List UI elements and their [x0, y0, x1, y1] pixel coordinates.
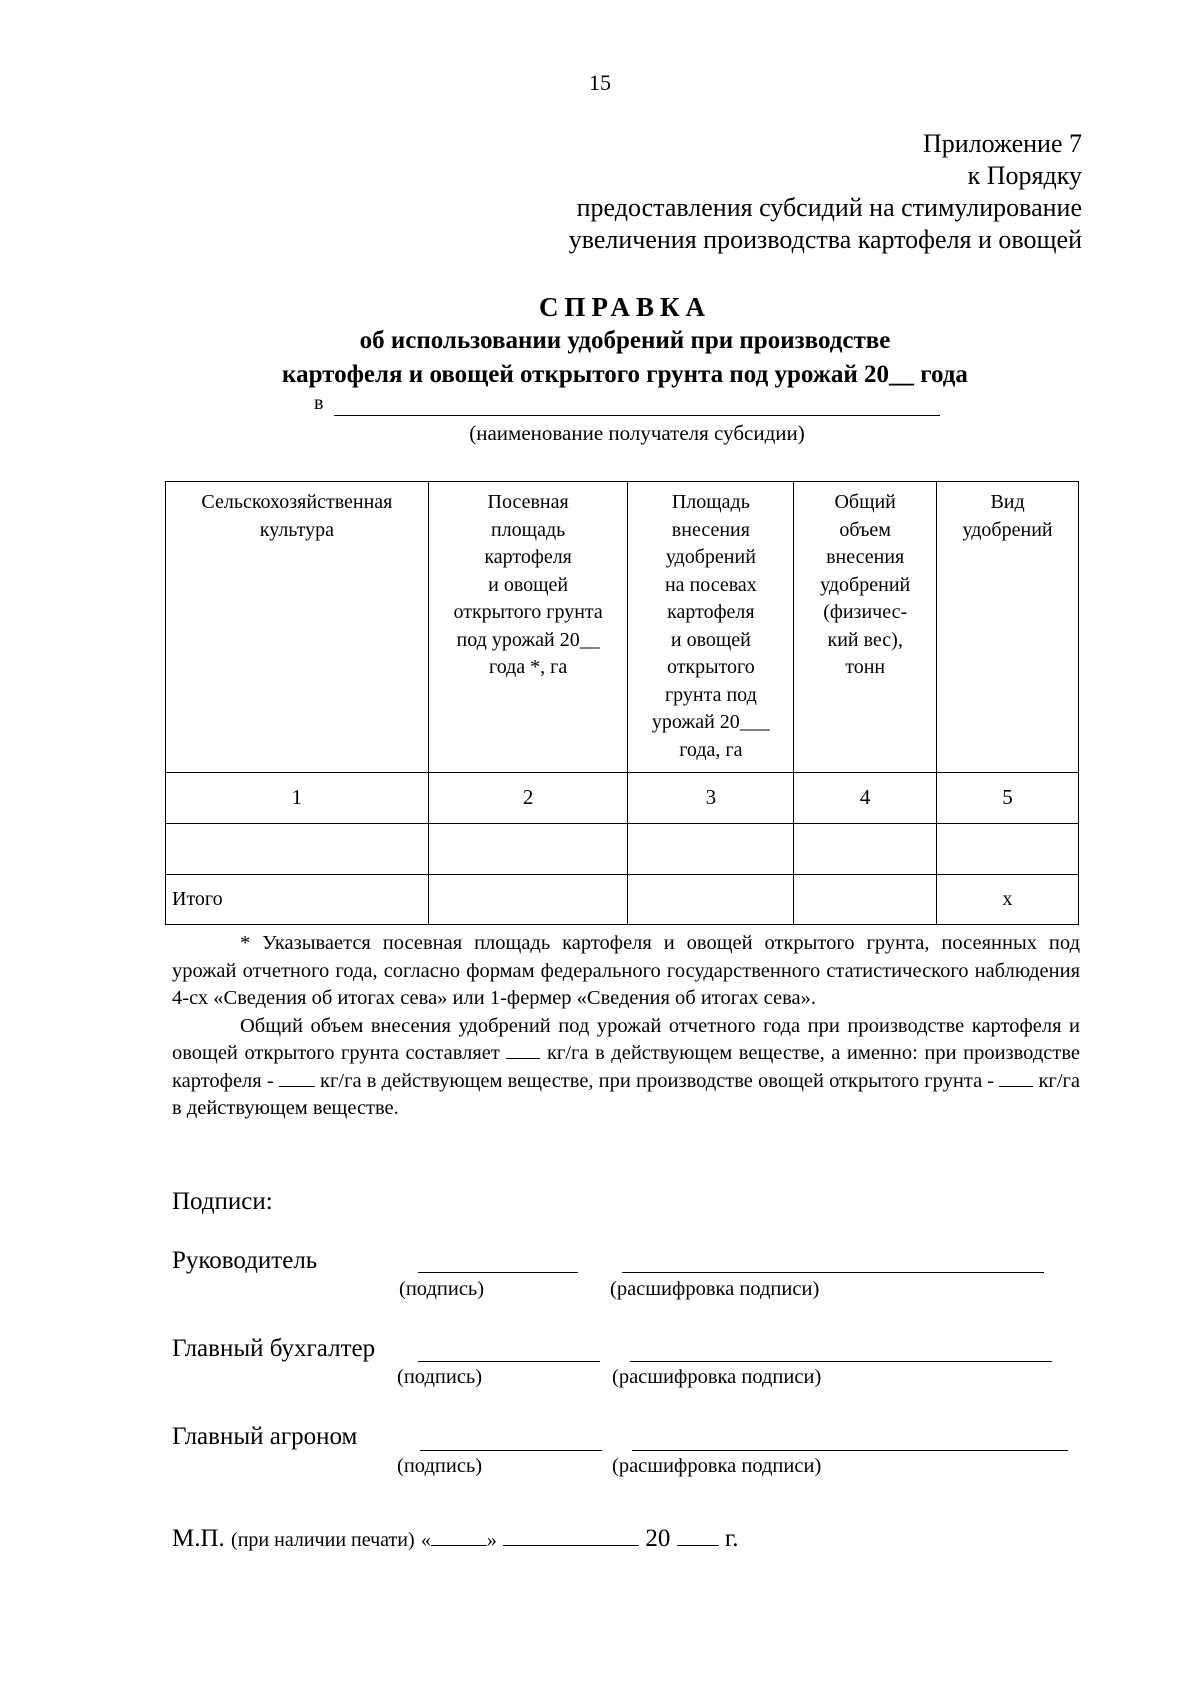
volume-paragraph [172, 1013, 1080, 1123]
recipient-prefix: в [314, 392, 324, 414]
appendix-line-3: предоставления субсидий на стимулирование [576, 193, 1082, 222]
total-row [166, 875, 1079, 925]
appendix-line-2: к Порядку [967, 161, 1082, 190]
appendix-line-4: увеличения производства картофеля и овощей [568, 225, 1082, 254]
day-field[interactable] [431, 1529, 487, 1546]
header-text: года, га [679, 738, 743, 761]
header-text: урожай 20___ [651, 711, 770, 733]
accountant-decode-field[interactable] [630, 1361, 1052, 1362]
header-total-volume [794, 482, 937, 773]
header-text: открытого грунта [453, 601, 603, 623]
header-fertilized-area [628, 482, 794, 773]
table-row [166, 824, 1079, 875]
header-text: кий вес), [827, 628, 903, 651]
year-prefix: 20 [645, 1525, 671, 1552]
total-fertilized-area-cell[interactable] [628, 875, 794, 925]
table-header-row [166, 482, 1079, 773]
total-volume-cell[interactable] [794, 824, 937, 875]
vegetables-kg-field[interactable] [999, 1070, 1033, 1087]
role-label-accountant: Главный бухгалтер [172, 1335, 376, 1362]
potato-kg-field[interactable] [279, 1070, 315, 1087]
month-field[interactable] [503, 1529, 639, 1546]
header-text: и овощей [670, 628, 751, 651]
header-text: под урожай 20__ [456, 628, 600, 651]
crop-cell[interactable] [166, 824, 429, 875]
header-text: объем [839, 518, 891, 541]
title-main: СПРАВКА [538, 292, 712, 322]
header-text: Общий [834, 491, 896, 513]
total-type-cell: х [937, 875, 1079, 925]
volume-text: кг/га в действующем веществе, при производстве овощей открытого грунта - [320, 1069, 995, 1092]
total-sown-area-cell[interactable] [428, 875, 628, 925]
agronomist-decode-field[interactable] [632, 1450, 1068, 1451]
header-text: Сельскохозяйственная [201, 491, 393, 513]
header-text: тонн [845, 656, 886, 678]
director-decode-field[interactable] [622, 1272, 1044, 1273]
open-quote: « [420, 1529, 431, 1551]
decode-caption: (расшифровка подписи) [612, 1455, 822, 1477]
header-text: площадь [491, 518, 566, 541]
header-text: удобрений [962, 518, 1053, 541]
fertilizer-table [165, 481, 1079, 925]
header-fertilizer-type [937, 482, 1079, 773]
header-text: удобрений [820, 573, 911, 596]
title-subtitle-1: об использовании удобрений при производстве [359, 327, 891, 354]
footnote: * Указывается посевная площадь картофеля и овощей открытого грунта, посеянных под урожай отчетного года, согласно формам федерального государственного статистического наблюдения 4-сх «Сведения об итогах сева» или 1-фермер «Сведения об итогах сева». [172, 932, 1080, 1009]
stamp-row [172, 1525, 739, 1553]
header-text: года *, га [489, 656, 568, 678]
agronomist-signature-field[interactable] [420, 1450, 602, 1451]
column-number: 5 [937, 773, 1079, 824]
recipient-name-field[interactable] [334, 415, 940, 416]
sown-area-cell[interactable] [428, 824, 628, 875]
page-number: 15 [589, 70, 611, 95]
notes-section [172, 930, 1080, 1123]
volume-text: кг/га в действующем веществе. [172, 1069, 1081, 1119]
column-number: 3 [628, 773, 794, 824]
header-text: Вид [990, 491, 1025, 513]
stamp-note: (при наличии печати) [231, 1529, 415, 1551]
role-label-director: Руководитель [172, 1247, 318, 1274]
header-crop [166, 482, 429, 773]
header-text: грунта под [664, 683, 757, 706]
signature-caption: (подпись) [397, 1455, 483, 1477]
volume-text: Общий объем внесения удобрений под урожай отчетного года при производстве картофеля и овощей открытого грунта составляет [172, 1014, 1080, 1064]
close-quote: » [486, 1529, 497, 1551]
appendix-line-1: Приложение 7 [922, 129, 1082, 158]
document-title [0, 290, 1200, 392]
header-text: на посевах [664, 573, 757, 596]
total-volume-cell[interactable] [794, 875, 937, 925]
header-text: Посевная [487, 491, 569, 513]
fertilized-area-cell[interactable] [628, 824, 794, 875]
column-number-row [166, 773, 1079, 824]
appendix-header [569, 128, 1082, 256]
header-sown-area [428, 482, 628, 773]
header-text: картофеля [484, 546, 572, 568]
recipient-caption: (наименование получателя субсидии) [469, 421, 805, 445]
accountant-signature-field[interactable] [418, 1361, 600, 1362]
header-text: внесения [671, 518, 750, 541]
signature-caption: (подпись) [399, 1278, 485, 1300]
signature-caption: (подпись) [397, 1366, 483, 1388]
header-text: картофеля [667, 601, 755, 623]
year-field[interactable] [677, 1529, 719, 1546]
title-subtitle-2: картофеля и овощей открытого грунта под урожай 20__ года [282, 361, 968, 388]
signatures-heading: Подписи: [172, 1188, 273, 1215]
column-number: 2 [428, 773, 628, 824]
header-text: культура [259, 518, 335, 541]
volume-text: кг/га в действующем веществе, а именно: при производстве картофеля - [172, 1042, 1080, 1092]
stamp-label: М.П. [172, 1525, 225, 1552]
role-label-agronomist: Главный агроном [172, 1423, 358, 1450]
column-number: 1 [166, 773, 429, 824]
column-number: 4 [794, 773, 937, 824]
header-text: удобрений [665, 546, 756, 568]
header-text: (физичес- [823, 601, 908, 623]
decode-caption: (расшифровка подписи) [610, 1278, 820, 1300]
header-text: и овощей [488, 573, 569, 596]
header-text: Площадь [671, 491, 750, 513]
decode-caption: (расшифровка подписи) [612, 1366, 822, 1388]
fertilizer-type-cell[interactable] [937, 824, 1079, 875]
year-suffix: г. [724, 1525, 739, 1552]
director-signature-field[interactable] [418, 1272, 578, 1273]
total-label: Итого [166, 875, 429, 925]
total-kg-field[interactable] [506, 1042, 540, 1059]
header-text: внесения [826, 546, 905, 568]
header-text: открытого [666, 656, 755, 678]
